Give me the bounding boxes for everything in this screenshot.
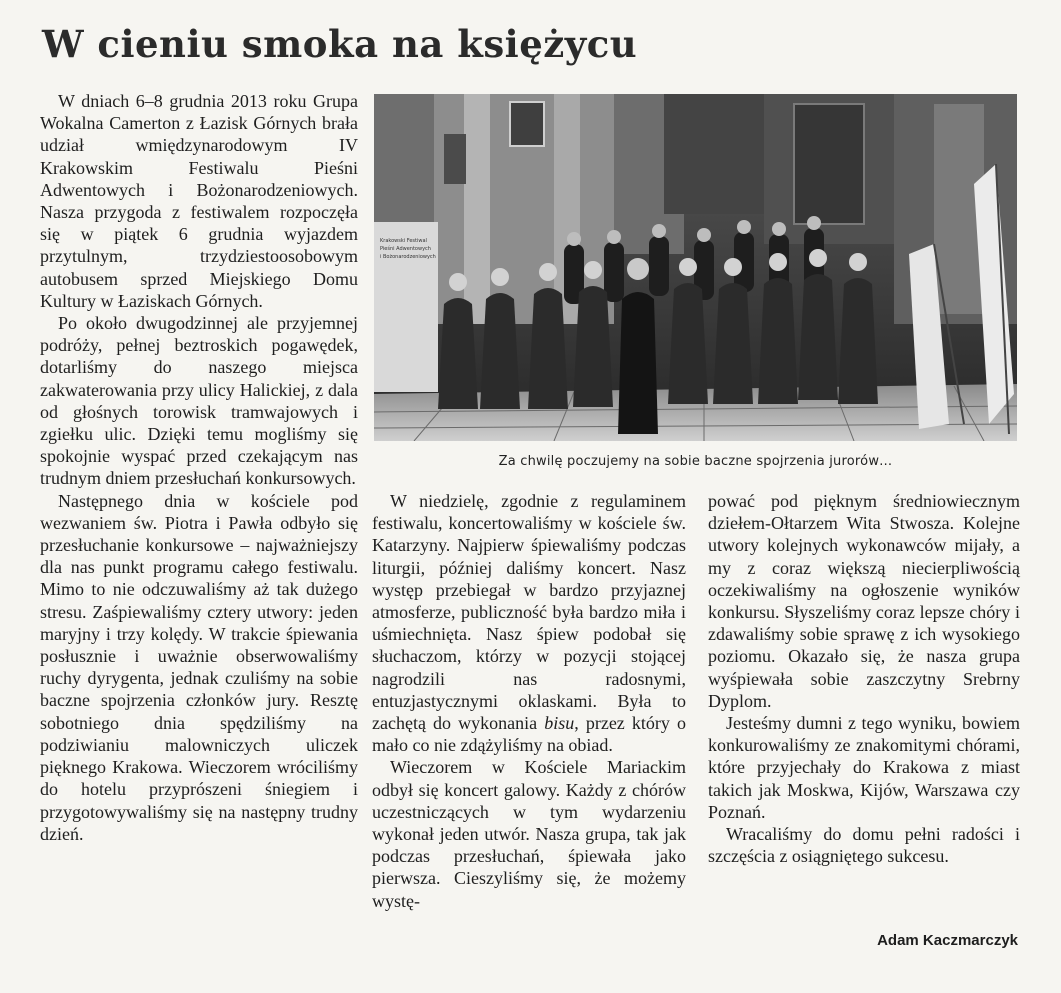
emphasis: bisu [544, 713, 575, 734]
paragraph: Po około dwugodzinnej ale przyjemnej podróży, pełnej beztroskich pogawędek, dotarliśmy do naszego miejsca zakwaterowania przy ulicy Halickiej, z dala od głośnych torowisk tramwajowych i zgiełku ulic. Dzięki temu mogliśmy się spokojnie wyspać przed czekającym nas trudnym dniem przesłuchań konkursowych. [40, 313, 358, 489]
paragraph-text: , przez który o mało co nie zdążyliśmy na obiad. [372, 713, 686, 756]
choir-photo [374, 94, 1017, 441]
article-column-2 [372, 490, 686, 912]
photo-caption: Za chwilę poczujemy na sobie baczne spojrzenia jurorów… [498, 454, 893, 469]
svg-text:Krakowski Festiwal: Krakowski Festiwal [380, 238, 427, 244]
svg-text:Pieśni Adwentowych: Pieśni Adwentowych [380, 246, 431, 252]
svg-text:i Bożonarodzeniowych: i Bożonarodzeniowych [380, 254, 436, 260]
article-author: Adam Kaczmarczyk [877, 932, 1018, 949]
paragraph: Wieczorem w Kościele Mariackim odbył się koncert galowy. Każdy z chórów uczestniczących w tym wydarzeniu wykonał jeden utwór. Nasza grupa, tak jak podczas przesłuchań, śpiewała jako pierwsza. Cieszyliśmy się, że możemy wystę- [372, 757, 686, 911]
article-column-3 [708, 490, 1020, 867]
article-title: W cieniu smoka na księżycu [42, 22, 638, 66]
paragraph [372, 490, 686, 756]
paragraph: W dniach 6–8 grudnia 2013 roku Grupa Wokalna Camerton z Łazisk Górnych brała udział wmiędzynarodowym IV Krakowskim Festiwalu Pieśni Adwentowych i Bożonarodzeniowych. Nasza przygoda z festiwalem rozpoczęła się w piątek 6 grudnia wyjazdem przytulnym, trzydziestoosobowym autobusem sprzed Miejskiego Domu Kultury w Łaziskach Górnych. [40, 91, 358, 311]
paragraph: pować pod pięknym średniowiecznym dziełem-Ołtarzem Wita Stwosza. Kolejne utwory kolejnych wykonawców mijały, a my z coraz większą niecierpliwością oczekiwaliśmy na ogłoszenie wyników konkursu. Słyszeliśmy coraz lepsze chóry i zdawaliśmy sobie sprawę z ich wysokiego poziomu. Okazało się, że nasza grupa wyśpiewała sobie zaszczytny Srebrny Dyplom. [708, 491, 1020, 711]
paragraph-text: W niedzielę, zgodnie z regulaminem festiwalu, koncertowaliśmy w kościele św. Katarzyny. Najpierw śpiewaliśmy podczas liturgii, później daliśmy koncert. Nasz występ przebiegał w bardzo przyjaznej atmosferze, publiczność była bardzo miła i uśmiechnięta. Nasz śpiew podobał się słuchaczom, którzy w pozycji stojącej nagrodzili nas radosnymi, entuzjastycznymi oklaskami. Była to zachętą do wykonania [372, 491, 686, 734]
paragraph: Następnego dnia w kościele pod wezwaniem św. Piotra i Pawła odbyło się przesłuchanie konkursowe – najważniejszy dla nas punkt programu całego festiwalu. Mimo to nie odczuwaliśmy aż tak dużego stresu. Zaśpiewaliśmy cztery utwory: jeden maryjny i trzy kolędy. W trakcie śpiewania posłusznie i uważnie obserwowaliśmy ruchy dyrygenta, jednak czuliśmy na sobie baczne spojrzenia członków jury. Resztę sobotniego dnia spędziliśmy na podziwianiu malowniczych uliczek pięknego Krakowa. Wieczorem wróciliśmy do hotelu przyprószeni śniegiem i przygotowywaliśmy się na następny trudny dzień. [40, 490, 358, 844]
paragraph: Wracaliśmy do domu pełni radości i szczęścia z osiągniętego sukcesu. [708, 824, 1020, 867]
article-column-1 [40, 90, 358, 845]
paragraph: Jesteśmy dumni z tego wyniku, bowiem konkurowaliśmy ze znakomitymi chórami, które przyjechały do Krakowa z miast takich jak Moskwa, Kijów, Warszawa czy Poznań. [708, 713, 1020, 822]
